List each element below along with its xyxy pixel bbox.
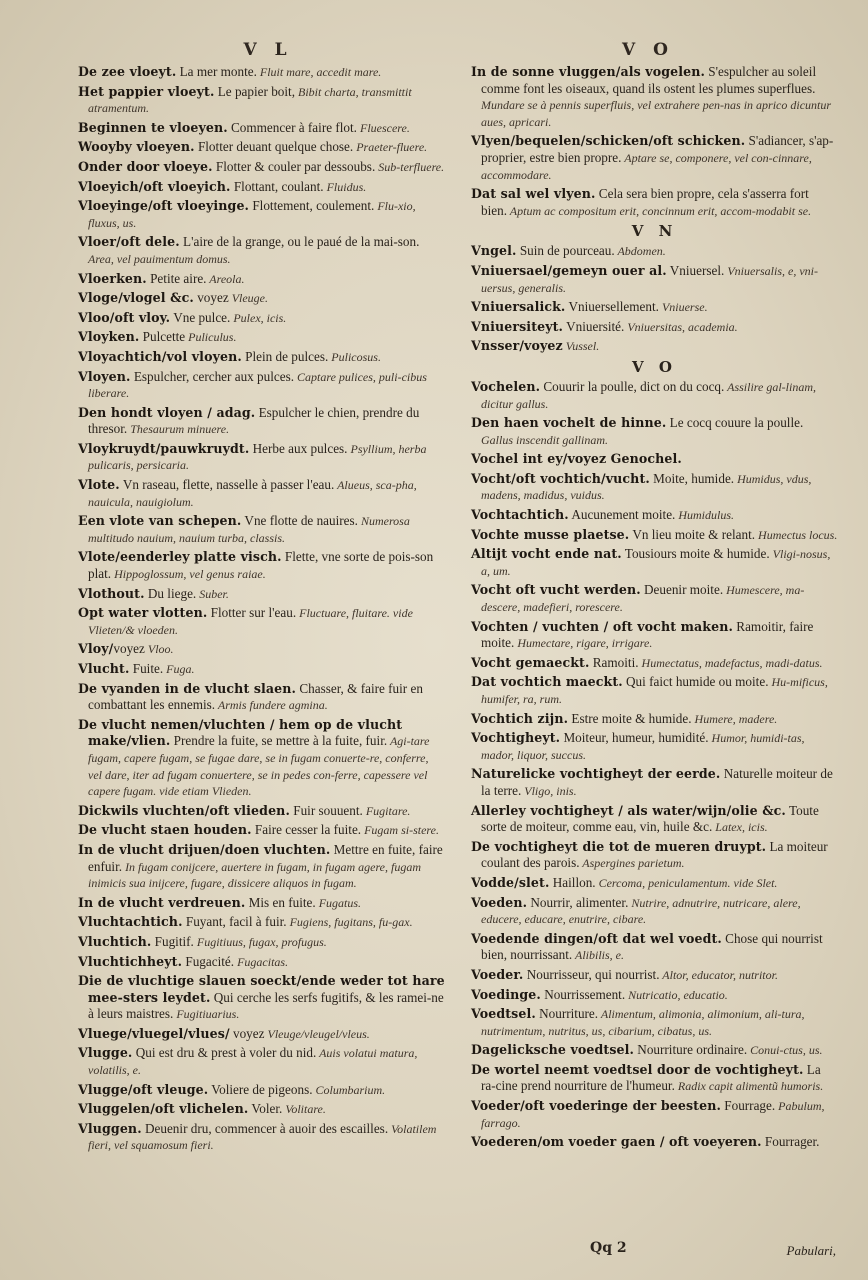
entry-french: Flottement, coulement.: [249, 198, 375, 214]
entry-headword: Wooyby vloeyen.: [78, 139, 195, 155]
entry-latin: Cercoma, peniculamentum. vide Slet.: [595, 875, 778, 890]
entry-headword: De vlucht nemen/vluchten / hem op de vlucht make/vlien.: [78, 716, 403, 749]
entry-headword: Naturelicke vochtigheyt der eerde.: [471, 766, 721, 782]
entry-latin: Fugam si-stere.: [361, 823, 439, 838]
dictionary-entry: [471, 619, 838, 652]
entry-latin: Armis fundere agmina.: [215, 698, 328, 713]
entry-latin: Conui-ctus, us.: [747, 1043, 823, 1058]
entry-headword: Vloge/vlogel &c.: [78, 290, 194, 306]
entry-french: Vniuersel.: [666, 262, 725, 278]
entry-headword: Vochtachtich.: [471, 507, 569, 523]
entry-latin: Alueus, sca-pha, nauicula, nauigiolum.: [88, 478, 417, 509]
dictionary-entry: [471, 507, 838, 524]
entry-french: Aucunement moite.: [568, 507, 676, 523]
entry-headword: Vloy/: [78, 641, 114, 657]
dictionary-entry: [471, 471, 838, 504]
entry-headword: Vngel.: [471, 243, 517, 259]
dictionary-entry: [78, 329, 445, 346]
catchword: Pabulari,: [786, 1243, 836, 1258]
entry-latin: Thesaurum minuere.: [127, 422, 230, 437]
dictionary-entry: [471, 967, 838, 984]
entry-latin: Nutrire, adnutrire, nutricare, alere, educere, educare, enutrire, cibare.: [481, 895, 801, 927]
entry-headword: Vochelen.: [471, 378, 541, 394]
entry-latin: Vniuersitas, academia.: [624, 319, 738, 334]
right-column: [471, 64, 838, 1157]
dictionary-entry: [78, 1082, 445, 1099]
dictionary-entry: [78, 914, 445, 931]
entry-headword: Die de vluchtige slauen soeckt/ende weder tot hare mee-sters leydet.: [78, 973, 445, 1005]
entry-headword: Vocht/oft vochtich/vucht.: [471, 470, 650, 486]
entry-french: Deuenir dru, commencer à auoir des escailles.: [141, 1120, 389, 1136]
entry-headword: In de vlucht drijuen/doen vluchten.: [78, 841, 331, 857]
entry-latin: Fluit mare, accedit mare.: [256, 65, 382, 79]
entry-latin: Vniuerse.: [658, 300, 708, 315]
entry-latin: Latex, icis.: [712, 820, 768, 835]
entry-headword: De zee vloeyt.: [78, 64, 177, 79]
entry-french: Fugitif.: [151, 933, 194, 949]
dictionary-entry: [78, 441, 445, 474]
dictionary-entry: [78, 84, 445, 117]
entry-french: voyez: [229, 1025, 265, 1041]
entry-headword: De vochtigheyt die tot de mueren druypt.: [471, 838, 767, 854]
entry-headword: Vlugge.: [78, 1045, 133, 1061]
dictionary-entry: [78, 179, 445, 196]
entry-headword: Vloeyinge/oft vloeyinge.: [78, 198, 250, 214]
entry-latin: Puliculus.: [185, 330, 237, 345]
entry-french: Qui cerche les serfs fugitifs, & les ramei-ne à leurs maistres.: [88, 989, 444, 1022]
entry-french: Espulcher le chien, prendre du thresor.: [88, 404, 420, 437]
entry-french: Du liege.: [144, 585, 197, 601]
entry-french: Moite, humide.: [649, 470, 735, 486]
dictionary-entry: [78, 681, 445, 714]
entry-french: Toute sorte de moiteur, comme eau, vin, huile &c.: [481, 802, 819, 835]
entry-headword: Vloyken.: [78, 329, 140, 345]
entry-french: Flottant, coulant.: [230, 178, 324, 194]
entry-french: Vne flotte de nauires.: [241, 513, 358, 529]
dictionary-entry: [78, 234, 445, 267]
right-entries-group-b: [471, 243, 838, 355]
right-entries-group-c: [471, 379, 838, 1151]
entry-latin: Fugitiuarius.: [173, 1007, 240, 1022]
entry-french: voyez: [193, 290, 229, 306]
entry-french: Fuir souuent.: [289, 802, 363, 818]
dictionary-entry: [78, 290, 445, 307]
entry-headword: Voeden.: [471, 894, 528, 910]
dictionary-entry: [471, 527, 838, 544]
entry-headword: Vluchtachtich.: [78, 914, 183, 930]
left-column-header: V L: [243, 40, 293, 60]
entry-french: Ramoiti.: [589, 654, 639, 670]
entry-french: Fuite.: [129, 661, 164, 676]
entry-french: Fuyant, facil à fuir.: [182, 914, 287, 930]
entry-french: Deuenir moite.: [640, 582, 724, 598]
entry-french: Cela sera bien propre, cela s'asserra fort bien.: [481, 186, 809, 218]
dictionary-entry: [78, 605, 445, 638]
entry-french: Fourrage.: [720, 1098, 776, 1114]
entry-french: S'espulcher au soleil comme font les oiseaux, quand ils ostent les plumes superflues.: [481, 64, 817, 96]
dictionary-entry: [471, 875, 838, 892]
entry-headword: Voeder/oft voederinge der beesten.: [471, 1098, 721, 1114]
dictionary-entry: [78, 271, 445, 288]
entry-latin: Humectatus, madefactus, madi-datus.: [638, 655, 823, 670]
entry-headword: Vniuersael/gemeyn ouer al.: [471, 262, 667, 278]
entry-french: Voliere de pigeons.: [208, 1081, 313, 1097]
dictionary-entry: [471, 379, 838, 412]
entry-french: Vniuersellement.: [565, 299, 659, 315]
entry-french: Voler.: [248, 1101, 283, 1117]
dictionary-entry: [471, 1006, 838, 1039]
entry-latin: Fugiens, fugitans, fu-gax.: [286, 915, 413, 930]
entry-latin: Fugitare.: [362, 803, 411, 818]
entry-latin: Vussel.: [562, 339, 600, 354]
entry-latin: Humidus, vdus, madens, madidus, vuidus.: [481, 471, 812, 503]
dictionary-entry: [471, 1062, 838, 1095]
dictionary-entry: [471, 415, 838, 448]
dictionary-entry: [471, 1134, 838, 1151]
section-heading-vn: V N: [631, 222, 678, 241]
entry-french: Vniuersité.: [563, 318, 625, 334]
dictionary-entry: [78, 1101, 445, 1118]
entry-headword: Vlote.: [78, 477, 120, 493]
entry-french: Herbe aux pulces.: [249, 440, 348, 456]
dictionary-entry: [78, 661, 445, 678]
entry-headword: Dickwils vluchten/oft vlieden.: [78, 802, 290, 818]
entry-french: Ramoitir, faire moite.: [481, 618, 814, 651]
entry-latin: Sub-terfluere.: [375, 159, 445, 174]
entry-headword: Vloerken.: [78, 270, 147, 286]
entry-headword: Vocht oft vucht werden.: [471, 582, 641, 598]
dictionary-entry: [78, 64, 445, 81]
entry-french: La ra-cine prend nourriture de l'humeur.: [481, 1061, 821, 1094]
entry-french: Tousiours moite & humide.: [621, 546, 770, 562]
entry-latin: Abdomen.: [614, 244, 666, 259]
entry-headword: Vlothout.: [78, 585, 145, 601]
dictionary-entry: [78, 477, 445, 510]
entry-headword: Vluggen.: [78, 1120, 142, 1136]
entry-latin: Alibilis, e.: [572, 948, 624, 963]
entry-headword: Vochel int ey/voyez Genochel.: [471, 451, 682, 467]
entry-latin: Aspergines parietum.: [579, 856, 685, 871]
dictionary-entry: [471, 766, 838, 799]
entry-headword: Vluggelen/oft vlichelen.: [78, 1101, 249, 1117]
entry-headword: Voedinge.: [471, 986, 541, 1002]
entry-headword: Altijt vocht ende nat.: [471, 546, 622, 562]
entry-french: Nourrissement.: [540, 986, 626, 1002]
entry-latin: Radix capit alimentũ humoris.: [674, 1079, 824, 1094]
entry-headword: Voedende dingen/oft dat wel voedt.: [471, 930, 722, 946]
entry-latin: Humectare, rigare, irrigare.: [514, 636, 653, 651]
entry-latin: Agi-tare fugam, capere fugam, se fugae dare, se in fugam conuerte-re, conferre, vel dare, iter ad fugam conuertere, se in pedes con-ferre, capessere vel capere fugam. vide etiam Vlieden.: [88, 734, 430, 799]
entry-headword: Vluchtich.: [78, 933, 152, 949]
dictionary-entry: [78, 842, 445, 892]
dictionary-entry: [471, 546, 838, 579]
dictionary-entry: [471, 338, 838, 355]
entry-french: La moiteur coulant des parois.: [481, 838, 828, 871]
entry-headword: Vloykruydt/pauwkruydt.: [78, 440, 250, 456]
dictionary-entry: [78, 310, 445, 327]
dictionary-entry: [471, 451, 838, 468]
entry-latin: In fugam conijcere, auertere in fugam, in fugam agere, fugam inimicis sua inijcere, fugare, dissicere aliquos in fugam.: [88, 859, 422, 891]
dictionary-entry: [471, 186, 838, 219]
entry-latin: Auis volatui matura, volatilis, e.: [88, 1046, 418, 1078]
entry-latin: Fluidus.: [323, 179, 367, 194]
entry-headword: Onder door vloeye.: [78, 158, 213, 174]
dictionary-entry: [471, 839, 838, 872]
dictionary-entry: [471, 263, 838, 296]
dictionary-entry: [78, 405, 445, 438]
entry-headword: Vlucht.: [78, 661, 130, 676]
entry-headword: Dagelicksche voedtsel.: [471, 1042, 634, 1058]
entry-latin: Fluescere.: [356, 120, 410, 135]
entry-french: Faire cesser la fuite.: [251, 822, 362, 838]
dictionary-entry: [471, 1042, 838, 1059]
entry-french: Nourriture.: [535, 1006, 599, 1022]
entry-latin: Hippoglossum, vel genus raiae.: [111, 567, 266, 582]
entry-latin: Vleuge/vleugel/vleus.: [264, 1026, 370, 1041]
signature-mark: Qq 2: [590, 1240, 627, 1256]
entry-headword: Het pappier vloeyt.: [78, 83, 215, 99]
entry-headword: Vlugge/oft vleuge.: [78, 1081, 209, 1097]
entry-french: Naturelle moiteur de la terre.: [481, 766, 833, 798]
dictionary-entry: [471, 582, 838, 615]
dictionary-entry: [78, 198, 445, 231]
entry-french: Flotter deuant quelque chose.: [194, 139, 354, 155]
entry-latin: Alimentum, alimonia, alimonium, ali-tura, nutrimentum, nutritus, us, cibarium, cibatus, us.: [481, 1007, 805, 1038]
entry-latin: Numerosa multitudo nauium, nauium turba, classis.: [88, 514, 410, 545]
entry-headword: De vyanden in de vlucht slaen.: [78, 680, 297, 696]
entry-headword: Beginnen te vloeyen.: [78, 119, 228, 135]
entry-latin: Humere, madere.: [691, 711, 778, 726]
dictionary-entry: [78, 1121, 445, 1154]
entry-latin: Nutricatio, educatio.: [625, 987, 728, 1002]
dictionary-entry: [78, 954, 445, 971]
dictionary-entry: [78, 120, 445, 137]
dictionary-entry: [471, 730, 838, 763]
entry-headword: De vlucht staen houden.: [78, 822, 252, 838]
entry-latin: Flu-xio, fluxus, us.: [88, 199, 416, 230]
entry-latin: Fluctuare, fluitare. vide Vlieten/& vloeden.: [88, 606, 413, 637]
entry-headword: Vloer/oft dele.: [78, 234, 180, 250]
entry-latin: Praeter-fluere.: [353, 140, 428, 155]
entry-latin: Humescere, ma-descere, madefieri, rorescere.: [481, 583, 805, 615]
entry-latin: Psyllium, herba pulicaris, persicaria.: [88, 441, 427, 473]
entry-french: Fourrager.: [761, 1134, 820, 1150]
entry-headword: In de vlucht verdreuen.: [78, 894, 246, 910]
entry-headword: In de sonne vluggen/als vogelen.: [471, 64, 705, 79]
entry-headword: Vochte musse plaetse.: [471, 526, 630, 542]
entry-latin: Vniuersalis, e, vni-uersus, generalis.: [481, 263, 818, 295]
dictionary-entry: [78, 549, 445, 582]
entry-latin: Gallus inscendit gallinam.: [481, 432, 608, 447]
entry-headword: Vloo/oft vloy.: [78, 309, 171, 325]
entry-french: Estre moite & humide.: [568, 710, 692, 726]
entry-headword: Voederen/om voeder gaen / oft voeyeren.: [471, 1134, 762, 1150]
entry-french: S'adiancer, s'ap-proprier, estre bien propre.: [481, 133, 834, 165]
entry-french: Le cocq couure la poulle.: [666, 415, 804, 431]
entry-french: Mis en fuite.: [245, 894, 316, 910]
entry-headword: Vochtigheyt.: [471, 730, 561, 746]
entry-french: L'aire de la grange, ou le paué de la mai-son.: [179, 234, 420, 250]
section-heading-vo: V O: [632, 357, 677, 376]
entry-headword: Dat vochtich maeckt.: [471, 674, 623, 690]
entry-headword: Vluchtichheyt.: [78, 953, 183, 969]
dictionary-entry: [78, 717, 445, 800]
entry-latin: Pulex, icis.: [230, 310, 287, 325]
entry-french: Vn raseau, flette, nasselle à passer l'eau.: [119, 477, 335, 493]
entry-latin: Aptum ac compositum erit, concinnum erit, accom-modabit se.: [507, 203, 812, 218]
entry-french: Qui faict humide ou moite.: [622, 674, 769, 690]
dictionary-entry: [78, 1026, 445, 1043]
entry-latin: Vligi-nosus, a, um.: [481, 547, 831, 578]
entry-latin: Hu-mificus, humifer, ra, rum.: [481, 675, 828, 706]
entry-french: Qui est dru & prest à voler du nid.: [132, 1045, 317, 1061]
entry-headword: Opt water vlotten.: [78, 605, 208, 621]
entry-french: voyez: [113, 641, 145, 657]
entry-french: Commencer à faire flot.: [227, 119, 357, 135]
entry-headword: Vocht gemaeckt.: [471, 654, 590, 670]
dictionary-entry: [78, 641, 445, 658]
entry-french: Moiteur, humeur, humidité.: [560, 730, 709, 746]
entry-latin: Mundare se à pennis superfluis, vel extrahere pen-nas in aprico dicuntur aues, apricari.: [481, 98, 832, 129]
entry-latin: Areola.: [206, 271, 245, 286]
entry-french: Mettre en fuite, faire enfuir.: [88, 841, 443, 874]
entry-headword: Den haen vochelt de hinne.: [471, 415, 667, 431]
entry-latin: Vloo.: [144, 642, 174, 657]
dictionary-entry: [471, 133, 838, 183]
entry-headword: Voedtsel.: [471, 1006, 536, 1022]
entry-french: Chasser, & faire fuir en combattant les ennemis.: [88, 680, 423, 713]
entry-french: Flotter sur l'eau.: [207, 605, 297, 621]
entry-french: Couurir la poulle, dict on du cocq.: [540, 378, 725, 394]
dictionary-entry: [78, 513, 445, 546]
entry-latin: Area, vel pauimentum domus.: [88, 251, 231, 266]
dictionary-entry: [471, 931, 838, 964]
entry-headword: Vodde/slet.: [471, 874, 550, 890]
entry-headword: Vloyen.: [78, 368, 131, 384]
entry-french: Flette, vne sorte de pois-son plat.: [88, 549, 434, 582]
dictionary-entry: [471, 319, 838, 336]
entry-headword: Vniuersalick.: [471, 299, 566, 315]
entry-headword: Vochten / vuchten / oft vocht maken.: [471, 618, 733, 634]
entry-headword: Den hondt vloyen / adag.: [78, 404, 256, 420]
entry-latin: Volatilem fieri, vel squamosum fieri.: [88, 1121, 437, 1153]
entry-latin: Fugacitas.: [234, 954, 289, 969]
entry-french: Pulcette: [139, 329, 186, 345]
entry-french: Espulcher, cercher aux pulces.: [130, 368, 295, 384]
dictionary-entry: [471, 674, 838, 707]
entry-french: Flotter & couler par dessoubs.: [212, 158, 376, 174]
entry-headword: Vlyen/bequelen/schicken/oft schicken.: [471, 133, 746, 149]
entry-latin: Vleuge.: [228, 291, 269, 306]
right-column-header: V O: [622, 40, 674, 60]
dictionary-entry: [471, 299, 838, 316]
dictionary-entry: [78, 822, 445, 839]
entry-latin: Vligo, inis.: [521, 783, 577, 798]
entry-latin: Fugitiuus, fugax, profugus.: [193, 934, 327, 949]
entry-latin: Altor, educator, nutritor.: [659, 967, 778, 982]
entry-headword: Voeder.: [471, 966, 524, 982]
entry-latin: Pabulum, farrago.: [481, 1099, 825, 1130]
dictionary-entry: [78, 934, 445, 951]
entry-latin: Columbarium.: [312, 1082, 386, 1097]
entry-headword: Vlote/eenderley platte visch.: [78, 549, 282, 565]
dictionary-entry: [471, 655, 838, 672]
entry-latin: Fugatus.: [315, 895, 362, 910]
entry-latin: Captare pulices, puli-cibus liberare.: [88, 369, 427, 401]
dictionary-entry: [78, 586, 445, 603]
entry-latin: Fuga.: [163, 662, 195, 676]
entry-latin: Humectus locus.: [755, 527, 838, 542]
entry-headword: Dat sal wel vlyen.: [471, 186, 596, 202]
entry-latin: Suber.: [196, 586, 229, 601]
entry-french: Petite aire.: [146, 270, 207, 286]
entry-french: Nourrir, alimenter.: [527, 894, 629, 910]
entry-latin: Assilire gal-linam, dicitur gallus.: [481, 379, 816, 411]
entry-french: Fugacité.: [182, 953, 235, 969]
dictionary-entry: [78, 159, 445, 176]
right-entries-group-a: [471, 64, 838, 219]
entry-latin: Aptare se, componere, vel con-cinnare, accommodare.: [481, 150, 812, 182]
entry-latin: Pulicosus.: [328, 349, 381, 364]
dictionary-entry: [78, 139, 445, 156]
entry-french: Le papier boit,: [214, 83, 296, 99]
dictionary-entry: [78, 369, 445, 402]
dictionary-entry: [471, 987, 838, 1004]
dictionary-entry: [78, 803, 445, 820]
dictionary-entry: [471, 243, 838, 260]
entry-latin: Humor, humidi-tas, mador, liquor, succus.: [481, 731, 805, 762]
entry-headword: Vochtich zijn.: [471, 710, 569, 726]
entry-headword: Vnsser/voyez: [471, 338, 563, 354]
left-column: [78, 64, 445, 1157]
entry-headword: De wortel neemt voedtsel door de vochtigheyt.: [471, 1061, 804, 1077]
dictionary-entry: [471, 711, 838, 728]
dictionary-entry: [78, 1045, 445, 1078]
column-headers: [78, 40, 838, 64]
entry-latin: Humidulus.: [675, 508, 735, 523]
dictionary-entry: [78, 349, 445, 366]
dictionary-entry: [471, 64, 838, 130]
entry-headword: Vniuersiteyt.: [471, 318, 564, 334]
entry-latin: Bibit charta, transmittit atramentum.: [88, 84, 412, 116]
entry-headword: Vloeyich/oft vloeyich.: [78, 178, 231, 194]
entry-french: Prendre la fuite, se mettre à la fuite, fuir.: [170, 733, 388, 749]
entry-french: Vne pulce.: [170, 309, 231, 325]
dictionary-entry: [471, 895, 838, 928]
entry-french: Plein de pulces.: [241, 348, 329, 364]
entry-french: Haillon.: [549, 874, 596, 890]
entry-french: Chose qui nourrist bien, nourrissant.: [481, 930, 823, 963]
entry-french: La mer monte.: [176, 64, 257, 79]
entry-french: Nourriture ordinaire.: [634, 1042, 748, 1058]
entry-headword: Allerley vochtigheyt / als water/wijn/olie &c.: [471, 802, 786, 818]
entry-headword: Vloyachtich/vol vloyen.: [78, 348, 242, 364]
dictionary-entry: [471, 1098, 838, 1131]
dictionary-entry: [78, 973, 445, 1023]
entry-headword: Vluege/vluegel/vlues/: [78, 1025, 230, 1041]
dictionary-entry: [471, 803, 838, 836]
entry-latin: Volitare.: [282, 1102, 326, 1117]
dictionary-entry: [78, 895, 445, 912]
entry-french: Nourrisseur, qui nourrist.: [523, 966, 660, 982]
entry-french: Vn lieu moite & relant.: [629, 526, 756, 542]
entry-headword: Een vlote van schepen.: [78, 513, 242, 529]
entry-french: Suin de pourceau.: [516, 243, 615, 259]
